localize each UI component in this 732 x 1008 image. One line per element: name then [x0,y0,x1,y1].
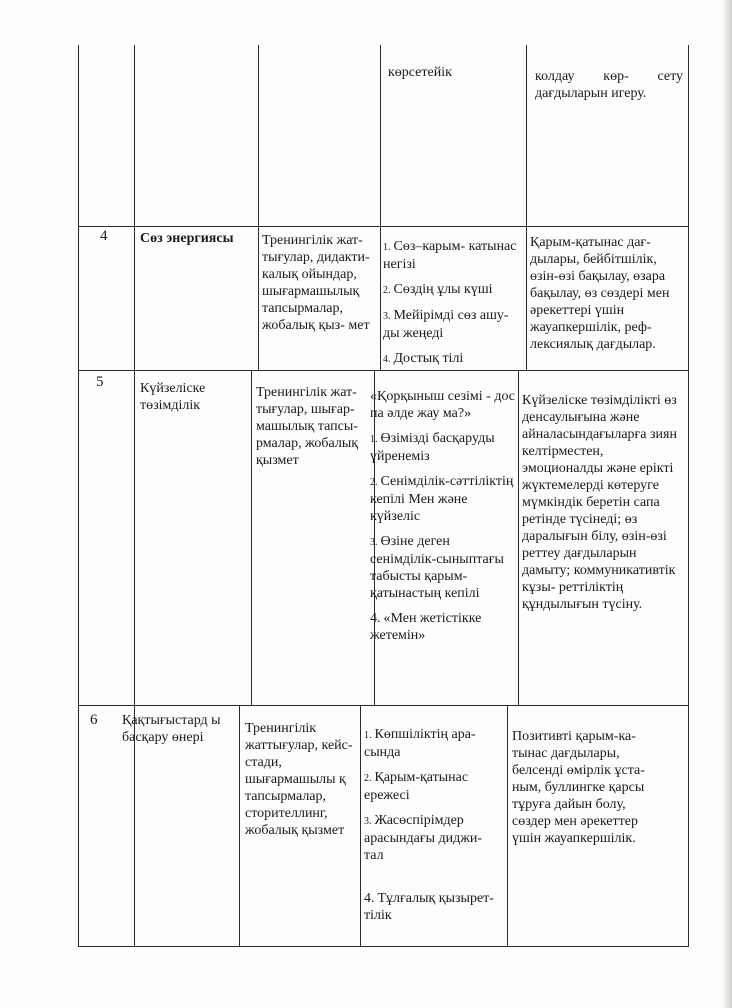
outcome-text: колдау көр- сету дағдыларын игеру. [535,69,683,101]
row-number: 6 [90,712,98,728]
content-intro: «Қорқыныш сезімі - дос па әлде жау ма?» [370,389,516,421]
outcome-text: Қарым-қатынас дағ- дылары, бейбітшілік, өзін-өзі бақылау, өзара бақылау, өз сөздері мен әрекеттері үшін жауапкершілік, реф- лексиялық дағдылар. [530,235,670,352]
content-item: 2. Қарым-қатынас ережесі [364,770,469,803]
content-cell [383,238,521,376]
content-cell [388,64,522,81]
topic-cell: Сөз энергиясы [140,231,234,246]
content-item: 1. Сөз–карым- катынас негізі [383,239,517,272]
outcome-text: Күйзеліске төзімділікті өз денсаулығына және айналасындағыларға зиян келтірместен, эмоционалды және ерікті жүктемелерді көтеруге мүмкіндік беретін сапа ретінде түсінеді; өз даралығын білу, өзін-өзі реттеу дағдыларын дамыту; коммуникативтік кұзы- реттіліктің құндылығын түсіну. [522,393,677,612]
outcome-text: Позитивті қарым-ка- тынас дағдылары, белсенді өмірлік ұста- ным, буллингке қарсы тұруға дайын болу, сөздер мен әрекеттер үшін жауапкершілік. [512,729,645,846]
methods-cell: Тренингілік жаттығулар, кейс-стади, шығармашылы қ тапсырмалар, сторителлинг, жобалық қызмет [245,721,353,838]
topic-cell: Қақтығыстард ы басқару өнері [122,713,221,745]
methods-cell: Тренингілік жат- тығулар, дидакти- калық ойындар, шығармашылық тапсырмалар, жобалық қыз- мет [262,233,370,333]
outcome-cell [512,728,652,847]
outcome-cell [522,392,684,613]
content-item: 3. Мейірімді сөз ашу- ды жеңеді [383,308,509,341]
row-number: 5 [96,374,104,390]
outcome-cell [535,68,683,102]
content-item: 3. Жасөспірімдер арасындағы диджи- тал [364,813,483,863]
content-item: 1. Көпшіліктің ара- сында [364,727,476,760]
topic-cell: Күйзеліске төзімділік [140,381,206,413]
content-item: 1. Өзімізді басқаруды үйренеміз [370,431,495,464]
scan-edge-shadow [722,0,732,1008]
content-item: көрсетейік [388,65,452,80]
content-cell [364,726,504,932]
methods-cell: Тренингілік жат- тығулар, шығар- машылық тапсы- рмалар, жобалық қызмет [256,385,359,468]
content-item: 4. «Мен жетістікке жетемін» [370,611,482,643]
content-item: 2. Сенімділік-сәттіліктің кепілі Мен және күйзеліс [370,474,514,524]
content-item: 2. Сөздің ұлы күші [383,282,493,297]
outcome-cell [530,234,682,353]
row-number: 4 [100,228,108,244]
content-item: 4. Достық тілі [383,351,464,366]
content-item: 4. Тұлғалық қызырет- тілік [364,891,494,923]
content-item: 3. Өзіне деген сенімділік-сыныптағы табысты қарым-қатынастың кепілі [370,534,504,601]
content-cell [370,388,516,652]
